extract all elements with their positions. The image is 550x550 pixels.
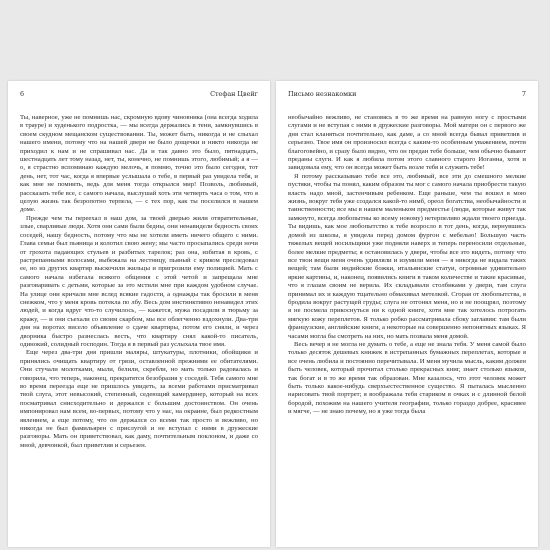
paragraph: Ты, наверное, уже не помнишь нас, скромную вдову чиновника (она всегда ходила в трауре) и худенького подростка, — мы всегда держались в тени, замкнувшись в своем скудном мещанском существовании. Ты, может быть, никогда и не слыхал нашего имени, потому что на нашей двери не было дощечки и никто никогда не приходил к нам и не спрашивал нас. Да и так давно это было, пятнадцать, шестнадцать лет тому назад, нет, ты, конечно, не помнишь этого, любимый; а я — о, я страстно вспоминаю каждую мелочь, я помню, точно это было сегодня, тот день, нет, тот час, когда я впервые услышала о тебе, в первый раз увидела тебя, и как мне не помнить, ведь для меня тогда открылся мир! Позволь, любимый, рассказать тебе все, с самого начала, выслушай хоть эти четверть часа о том, что я целую жизнь так безропотно терпела, — с тех пор, как ты поселился в нашем доме. [20, 114, 258, 214]
left-page-text [20, 114, 258, 450]
paragraph: Еще через два-три дня пришли маляры, штукатуры, плотники, обойщики и принялись очищать квартиру от грязи, оставленной прежними ее обитателями. Они стучали молотками, мыли, белили, скребли, но мать только радовалась и говорила, что теперь, наконец, прекратятся безобразия у соседей. Тебя самого мне во время переезда еще не пришлось увидеть, за всеми работами присматривал твой слуга, этот невысокий, степенный, седеющий камердинер, который на всех посматривал снисходительно и держался с большим достоинством. Он очень импонировал нам всем, во-первых, потому что у нас, на окраине, был редкостным явлением, а еще потому, что он держался со всеми так просто и вежливо, но никогда не был фамильярен с прислугой и не вступал с ними в дружеские разговоры. Мать он приветствовал, как даму, почтительным поклоном, и даже со мной, девчонкой, был приветлив и серьезен. [20, 349, 258, 449]
running-title: Стефан Цвейг [210, 90, 258, 98]
page-number: 6 [20, 90, 25, 98]
paragraph: Прежде чем ты переехал в наш дом, за твоей дверью жили отвратительные, злые, сварливые люди. Хотя они сами были бедны, они ненавидели бедность своих соседей, нашу бедность, потому что мы не хотели иметь ничего общего с ними. Глава семьи был пьяница и колотил свою жену; мы часто просыпались среди ночи от грохота падающих стульев и разбитых тарелок; раз она, избитая в кровь, с растрепанными волосами, выбежала на лестницу, пьяный с криком преследовал ее, но из других квартир выскочили жильцы и пригрозили ему полицией. Мать с самого начала избегала всякого общения с этой четой и запрещала мне разговаривать с детьми, которые за это мстили мне при каждом удобном случае. На улице они кричали мне вслед всякие гадости, а однажды так бросили в меня снежком, что у меня кровь потекла по лбу. Весь дом инстинктивно ненавидел этих людей, и когда вдруг что-то случилось, — кажется, мужа посадили в тюрьму за кражу, — и они съехали со своим скарбом, мы все облегченно вздохнули. Два-три дня на воротах висело объявление о сдаче квартиры, потом его сняли, и через дворника быстро разнеслась весть, что квартиру снял какой-то писатель, одинокий, солидный господин. Тогда я в первый раз услыхала твое имя. [20, 214, 258, 348]
running-title: Письмо незнакомки [288, 90, 357, 98]
page-number: 7 [521, 90, 526, 98]
right-page [276, 81, 538, 547]
paragraph: Я потому рассказываю тебе все это, любимый, все эти до смешного мелкие пустяки, чтобы ты понял, каким образом ты мог с самого начала приобрести такую власть надо мной, застенчивым ребенком. Еще раньше, чем ты вошел в мою жизнь, вокруг тебя уже создался какой-то нимб, ореол богатства, необычайности и таинственности; все мы в нашем маленьком предместье (люди, которые живут так замкнуто, всегда любопытны ко всему новому) нетерпеливо ждали твоего приезда. Ты видишь, как мое любопытство к тебе возросло в тот день, когда, вернувшись домой из школы, я увидела перед домом фургон с мебелью! Большую часть тяжелых вещей носильщики уже подняли наверх и теперь переносили отдельные, более мелкие предметы; я остановилась у двери, чтобы все это видеть, потому что все твои вещи меня очень удивляли и изумили меня — я никогда не видала таких вещей; там были индийские божки, итальянские статуи, огромные удивительно яркие картины, и, наконец, появились книги в таком количестве и такие красивые, что я глазам своим не верила. Их складывали столбиками у двери, там слуга принимал их и каждую тщательно обмахивал метелкой. Сгорая от любопытства, я бродила вокруг растущей груды; слуга не отгонял меня, но и не поощрял, поэтому я не посмела прикоснуться ни к одной книге, хотя мне так хотелось потрогать мягкую кожу переплетов. Я только робко рассматривала сбоку заглавия: там были французские, английские книги, а некоторые на совершенно непонятных языках. Я часами могла бы смотреть на них, но мать позвала меня домой. [288, 172, 526, 340]
right-page-text [288, 114, 526, 417]
paragraph: необычайно вежливо, не становясь в то же время на равную ногу с простыми слугами и не вступая с ними в дружеские разговоры. Мой матери он с первого же дня стал кланяться почтительно, как даме, а со мной всегда бывал приветлив и серьезно. Твое имя он произносил всегда с каким-то особенным уважением, почти благоговейно, и сразу было видно, что он предан тебе больше, чем обычно бывают преданы слуги. И как я любила потом этого славного старого Иоганна, хотя и завидовала ему, что он всегда может быть возле тебя и служить тебе! [288, 114, 526, 172]
right-page-header [288, 89, 526, 99]
left-page [8, 81, 270, 547]
paragraph: Весь вечер я не могла не думать о тебе, а еще не знала тебя. У меня самой было только десяток дешевых книжек в истрепанных бумажных переплетах, которые я все очень любила и постоянно перечитывала. И меня мучила мысль, каким должен быть человек, который прочитал столько прекрасных книг, знает столько языков, так богат и в то же время так образован. Мне казалось, что этот человек может быть только какое-нибудь сверхъестественное существо. Я пыталась мысленно нарисовать твой портрет; я воображала тебя стариком в очках и с длинной белой бородой, похожим на нашего учителя географии, только гораздо добрее, красивее и мягче, — не знаю почему, но я уже тогда была [288, 340, 526, 416]
left-page-header [20, 89, 258, 99]
